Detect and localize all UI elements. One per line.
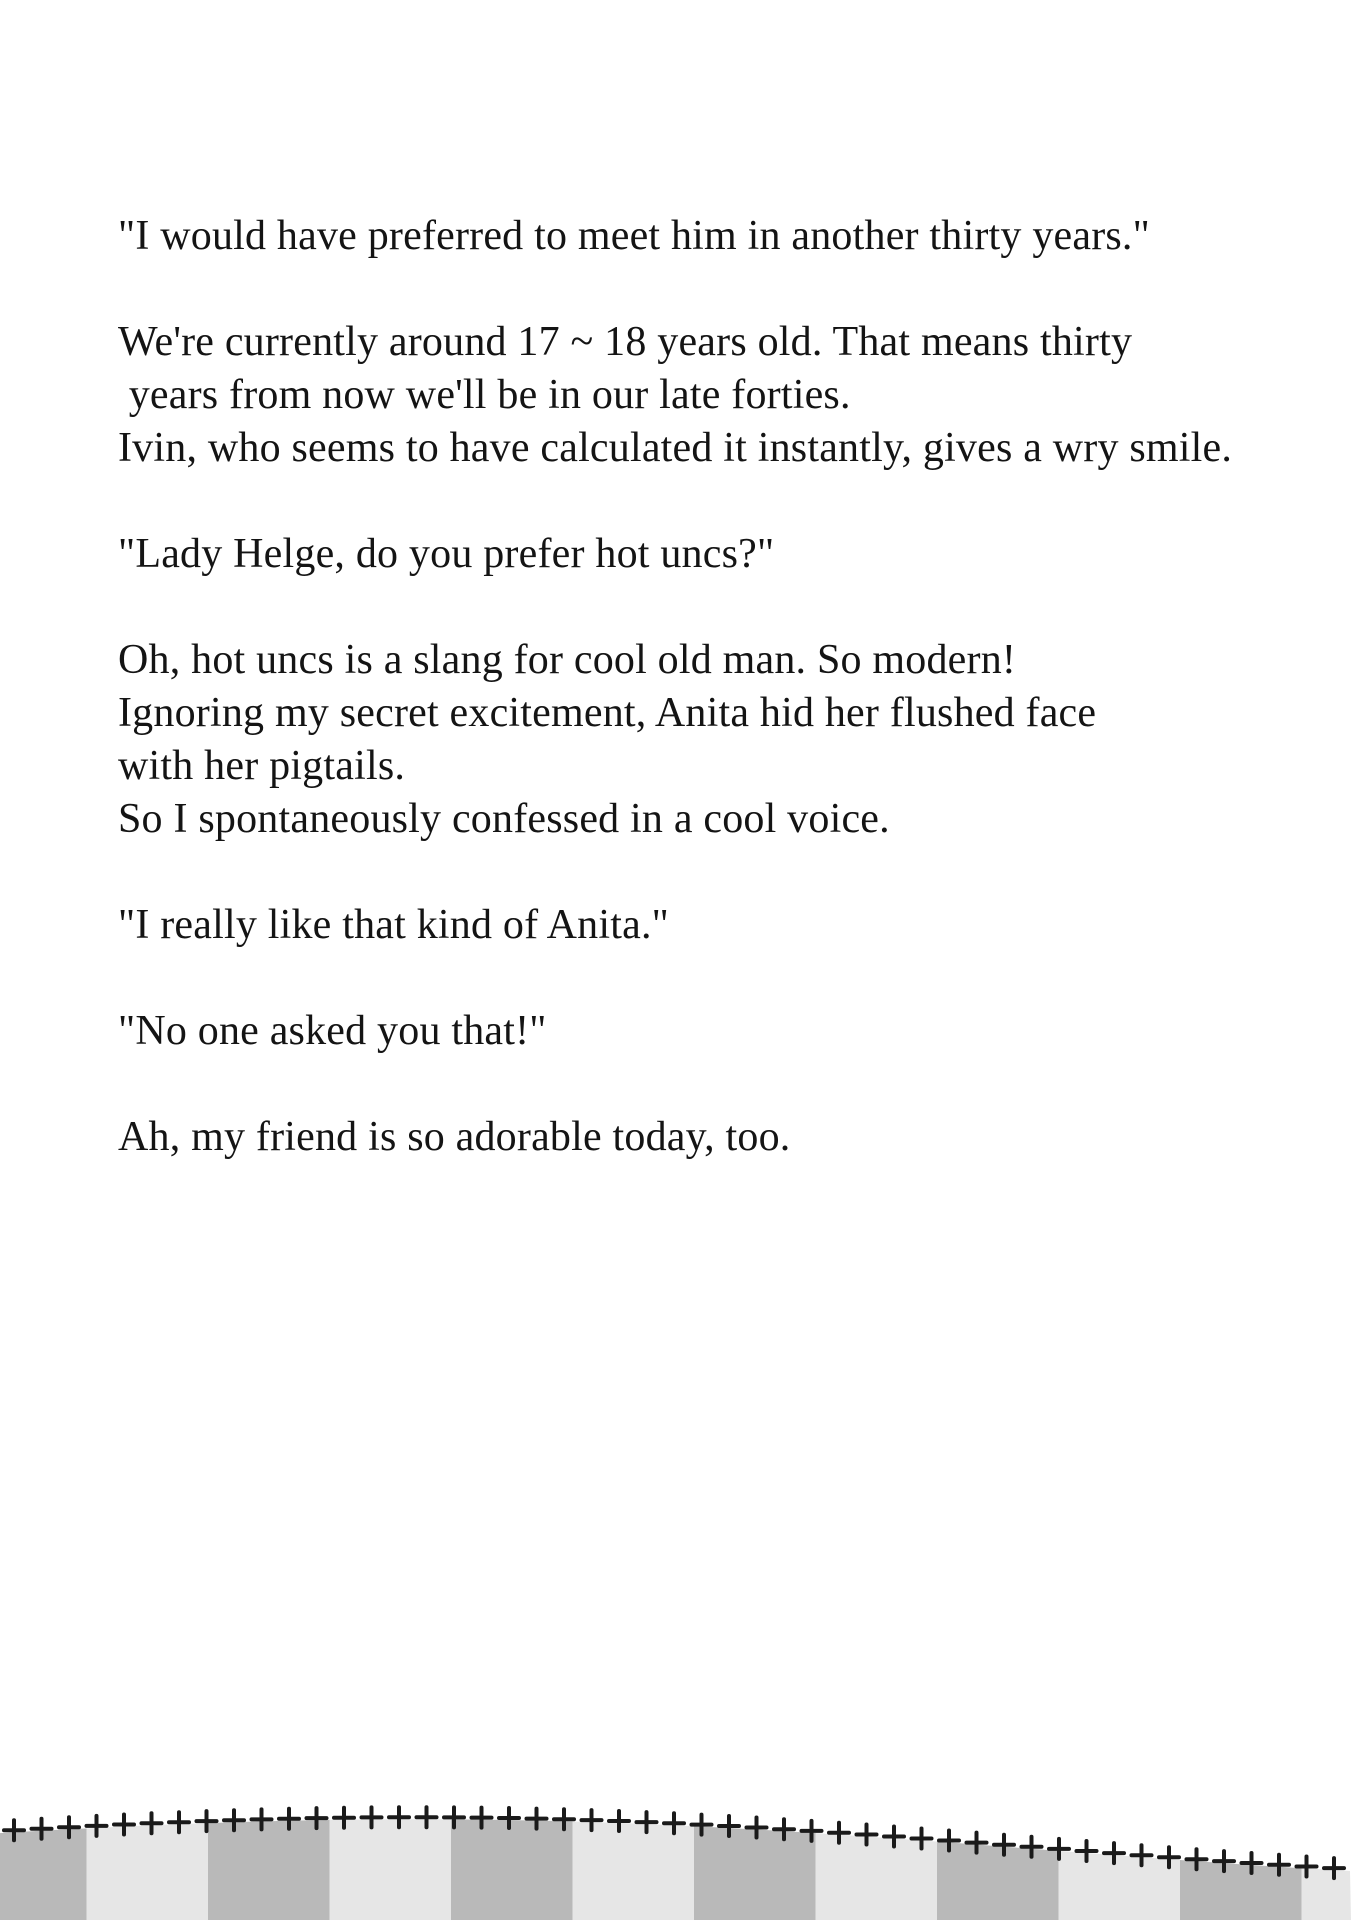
stripe (937, 1750, 1059, 1920)
text-line: "I would have preferred to meet him in another thirty years." (118, 213, 1150, 259)
stripe (1302, 1750, 1351, 1920)
stripe (87, 1750, 209, 1920)
stripe (573, 1750, 695, 1920)
text-line: Ignoring my secret excitement, Anita hid her flushed face (118, 690, 1097, 736)
stitched-stripe-border (0, 1750, 1351, 1920)
text-line: Ah, my friend is so adorable today, too. (118, 1114, 791, 1160)
text-line: years from now we'll be in our late forties. (118, 372, 851, 418)
dialogue-paragraph-3 (118, 528, 1318, 581)
stripe (208, 1750, 330, 1920)
dialogue-paragraph-6 (118, 1005, 1318, 1058)
text-line: with her pigtails. (118, 743, 406, 789)
stripe (1180, 1750, 1302, 1920)
dialogue-paragraph-5 (118, 899, 1318, 952)
narration-paragraph-2 (118, 316, 1318, 475)
text-line: "No one asked you that!" (118, 1008, 547, 1054)
text-line: "I really like that kind of Anita." (118, 902, 669, 948)
stripe (1059, 1750, 1181, 1920)
story-text (118, 210, 1318, 1217)
stripe (330, 1750, 452, 1920)
dialogue-paragraph-1 (118, 210, 1318, 263)
stripe (451, 1750, 573, 1920)
text-line: We're currently around 17 ~ 18 years old. That means thirty (118, 319, 1133, 365)
text-line: So I spontaneously confessed in a cool voice. (118, 796, 890, 842)
narration-paragraph-4 (118, 634, 1318, 846)
narration-paragraph-7 (118, 1111, 1318, 1164)
stripe-band (0, 1750, 1351, 1920)
text-line: "Lady Helge, do you prefer hot uncs?" (118, 531, 775, 577)
text-line: Ivin, who seems to have calculated it instantly, gives a wry smile. (118, 425, 1233, 471)
text-line: Oh, hot uncs is a slang for cool old man. So modern! (118, 637, 1017, 683)
